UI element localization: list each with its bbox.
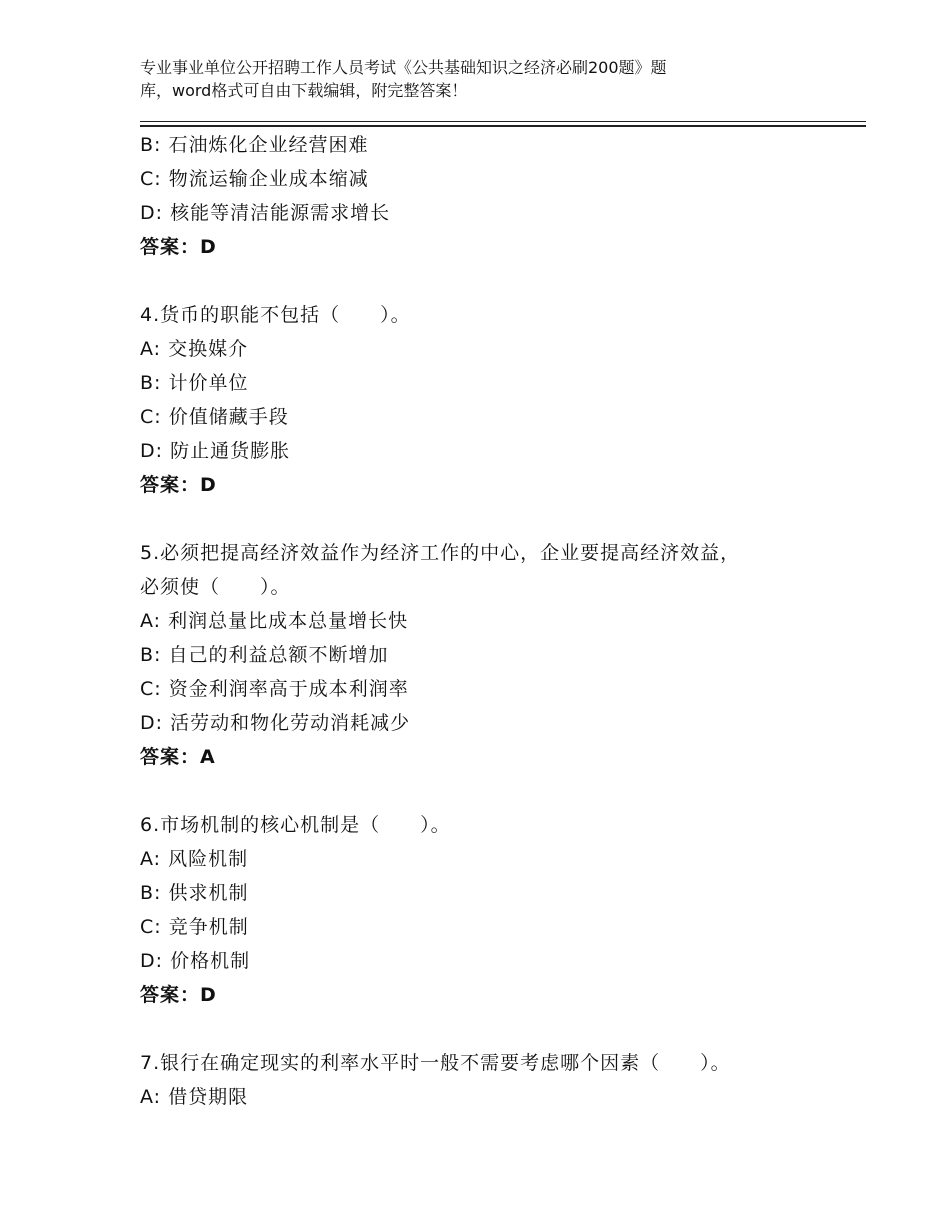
block-spacer [140, 264, 840, 298]
question-block [140, 298, 840, 502]
option-line: D: 防止通货膨胀 [140, 440, 291, 462]
option-line: A: 利润总量比成本总量增长快 [140, 610, 409, 632]
option-line: D: 活劳动和物化劳动消耗减少 [140, 712, 411, 734]
option-line: D: 价格机制 [140, 950, 251, 972]
question-block [140, 536, 840, 774]
option-line: A: 交换媒介 [140, 338, 249, 360]
question-text: 5.必须把提高经济效益作为经济工作的中心，企业要提高经济效益， [140, 542, 741, 564]
header-line-2: 库，word格式可自由下载编辑，附完整答案！ [140, 81, 468, 100]
question-text: 4.货币的职能不包括（ ）。 [140, 304, 411, 326]
question-text: 6.市场机制的核心机制是（ ）。 [140, 814, 451, 836]
block-spacer [140, 1012, 840, 1046]
question-list [140, 128, 840, 1114]
option-line: C: 价值储藏手段 [140, 406, 289, 428]
answer-line: 答案：D [140, 984, 217, 1006]
option-line: C: 物流运输企业成本缩减 [140, 168, 369, 190]
option-line: A: 风险机制 [140, 848, 249, 870]
answer-line: 答案：D [140, 236, 217, 258]
question-text: 必须使（ ）。 [140, 576, 291, 598]
option-line: A: 借贷期限 [140, 1086, 249, 1108]
document-header [140, 56, 780, 102]
block-spacer [140, 774, 840, 808]
header-divider [140, 121, 866, 122]
question-text: 7.银行在确定现实的利率水平时一般不需要考虑哪个因素（ ）。 [140, 1052, 731, 1074]
question-block [140, 128, 840, 264]
option-line: B: 石油炼化企业经营困难 [140, 134, 369, 156]
header-divider-thick [140, 125, 866, 127]
answer-line: 答案：D [140, 474, 217, 496]
option-line: D: 核能等清洁能源需求增长 [140, 202, 391, 224]
question-block [140, 808, 840, 1012]
option-line: C: 资金利润率高于成本利润率 [140, 678, 409, 700]
option-line: B: 计价单位 [140, 372, 249, 394]
option-line: B: 供求机制 [140, 882, 249, 904]
header-line-1: 专业事业单位公开招聘工作人员考试《公共基础知识之经济必刷200题》题 [140, 58, 667, 77]
option-line: B: 自己的利益总额不断增加 [140, 644, 389, 666]
block-spacer [140, 502, 840, 536]
question-block [140, 1046, 840, 1114]
answer-line: 答案：A [140, 746, 216, 768]
option-line: C: 竞争机制 [140, 916, 249, 938]
